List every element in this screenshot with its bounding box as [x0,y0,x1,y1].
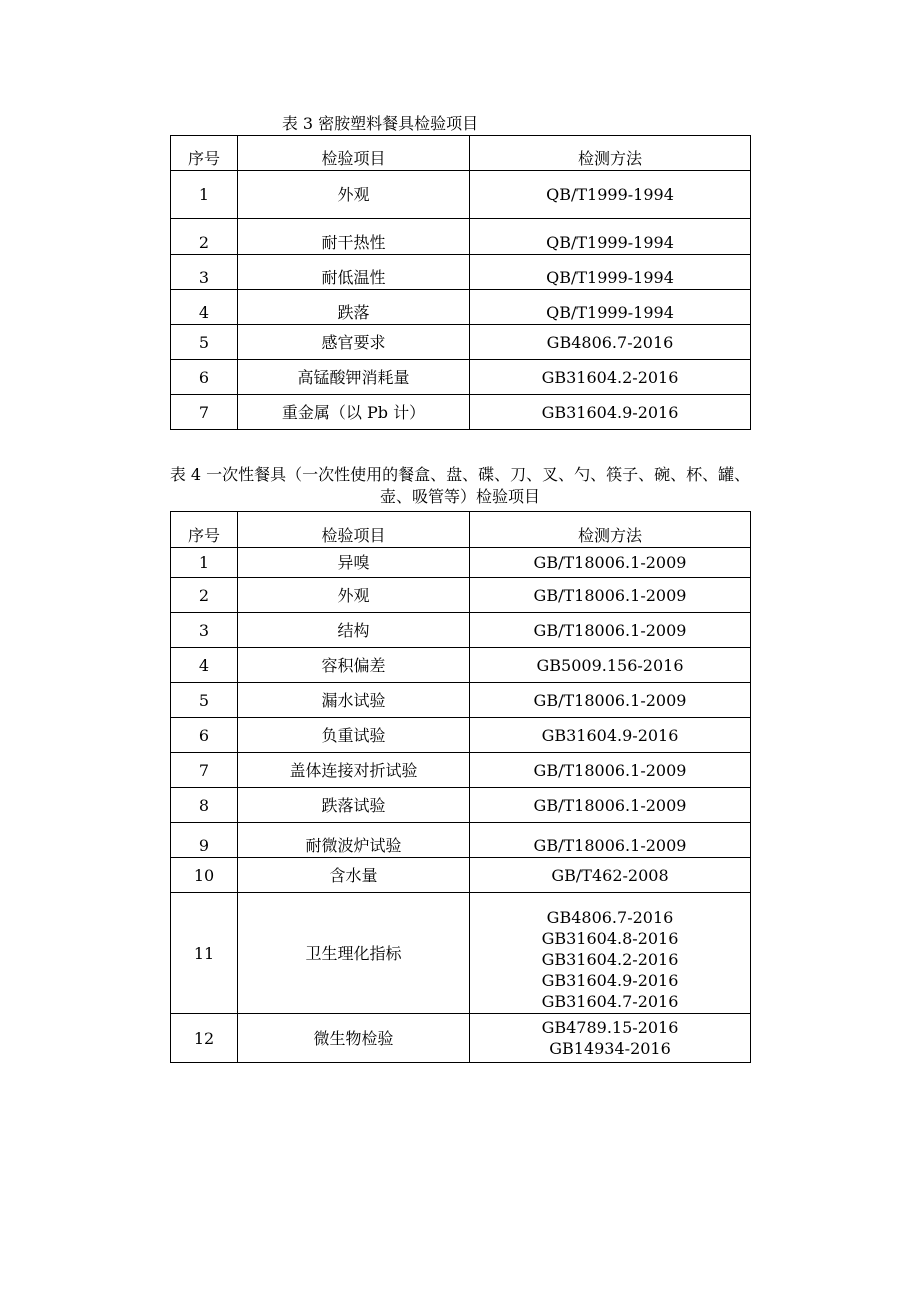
row-item: 耐低温性 [238,255,470,290]
table-row [171,578,751,613]
row-item: 漏水试验 [238,683,470,718]
row-item: 微生物检验 [238,1014,470,1063]
table-row [171,823,751,858]
table-row [171,290,751,325]
method-line: GB31604.9-2016 [541,971,679,990]
row-no: 6 [171,360,238,395]
method-line: GB14934-2016 [549,1039,671,1058]
table-row [171,1014,751,1063]
row-item: 结构 [238,613,470,648]
table3-header-row [171,136,751,171]
row-no: 1 [171,548,238,578]
table-row [171,171,751,219]
row-no: 8 [171,788,238,823]
row-method: GB31604.9-2016 [470,718,751,753]
table-row [171,255,751,290]
row-no: 12 [171,1014,238,1063]
header-method: 检测方法 [470,136,751,171]
row-item: 高锰酸钾消耗量 [238,360,470,395]
row-item: 负重试验 [238,718,470,753]
row-no: 10 [171,858,238,893]
row-no: 7 [171,395,238,430]
row-method: QB/T1999-1994 [470,255,751,290]
row-method: GB/T18006.1-2009 [470,823,751,858]
row-no: 11 [171,893,238,1014]
row-method: GB/T18006.1-2009 [470,788,751,823]
row-no: 6 [171,718,238,753]
row-item: 跌落试验 [238,788,470,823]
row-no: 7 [171,753,238,788]
table-row [171,648,751,683]
header-item: 检验项目 [238,512,470,548]
row-method: GB5009.156-2016 [470,648,751,683]
row-item: 容积偏差 [238,648,470,683]
table-row [171,613,751,648]
row-method: GB/T462-2008 [470,858,751,893]
method-line: GB4806.7-2016 [546,908,674,927]
table-row [171,219,751,255]
table4-caption-line1: 表 4 一次性餐具（一次性使用的餐盒、盘、碟、刀、叉、勺、筷子、碗、杯、罐、 [169,465,751,484]
table4-header-row [171,512,751,548]
row-method-list [470,1014,751,1063]
table4-caption [150,464,770,508]
table3-caption: 表 3 密胺塑料餐具检验项目 [281,114,479,133]
row-item: 盖体连接对折试验 [238,753,470,788]
table-row [171,360,751,395]
row-method: GB/T18006.1-2009 [470,548,751,578]
header-no: 序号 [171,512,238,548]
table-row [171,858,751,893]
row-item: 耐微波炉试验 [238,823,470,858]
table3 [170,135,751,430]
method-line: GB31604.2-2016 [541,950,679,969]
header-method: 检测方法 [470,512,751,548]
row-no: 5 [171,683,238,718]
row-no: 2 [171,578,238,613]
row-no: 1 [171,171,238,219]
row-no: 5 [171,325,238,360]
row-item: 感官要求 [238,325,470,360]
row-item: 耐干热性 [238,219,470,255]
row-method: QB/T1999-1994 [470,219,751,255]
row-method: QB/T1999-1994 [470,171,751,219]
method-line: GB31604.7-2016 [541,992,679,1011]
method-line: GB31604.8-2016 [541,929,679,948]
header-item: 检验项目 [238,136,470,171]
row-item: 含水量 [238,858,470,893]
method-line: GB4789.15-2016 [541,1018,679,1037]
table-row [171,753,751,788]
row-method: GB4806.7-2016 [470,325,751,360]
row-no: 3 [171,613,238,648]
table-row [171,395,751,430]
row-method: GB/T18006.1-2009 [470,613,751,648]
table-row [171,718,751,753]
row-item: 卫生理化指标 [238,893,470,1014]
row-no: 3 [171,255,238,290]
table-row [171,788,751,823]
row-no: 4 [171,648,238,683]
row-no: 2 [171,219,238,255]
row-method: GB/T18006.1-2009 [470,683,751,718]
row-method: GB31604.2-2016 [470,360,751,395]
table4 [170,511,751,1063]
row-method: GB/T18006.1-2009 [470,753,751,788]
table4-caption-line2: 壶、吸管等）检验项目 [379,487,540,506]
row-item: 异嗅 [238,548,470,578]
header-no: 序号 [171,136,238,171]
row-method-list [470,893,751,1014]
table-row [171,893,751,1014]
row-method: GB31604.9-2016 [470,395,751,430]
table-row [171,548,751,578]
row-item: 重金属（以 Pb 计） [238,395,470,430]
row-method: GB/T18006.1-2009 [470,578,751,613]
row-no: 4 [171,290,238,325]
row-no: 9 [171,823,238,858]
row-item: 外观 [238,578,470,613]
table-row [171,683,751,718]
row-method: QB/T1999-1994 [470,290,751,325]
table-row [171,325,751,360]
row-item: 跌落 [238,290,470,325]
row-item: 外观 [238,171,470,219]
